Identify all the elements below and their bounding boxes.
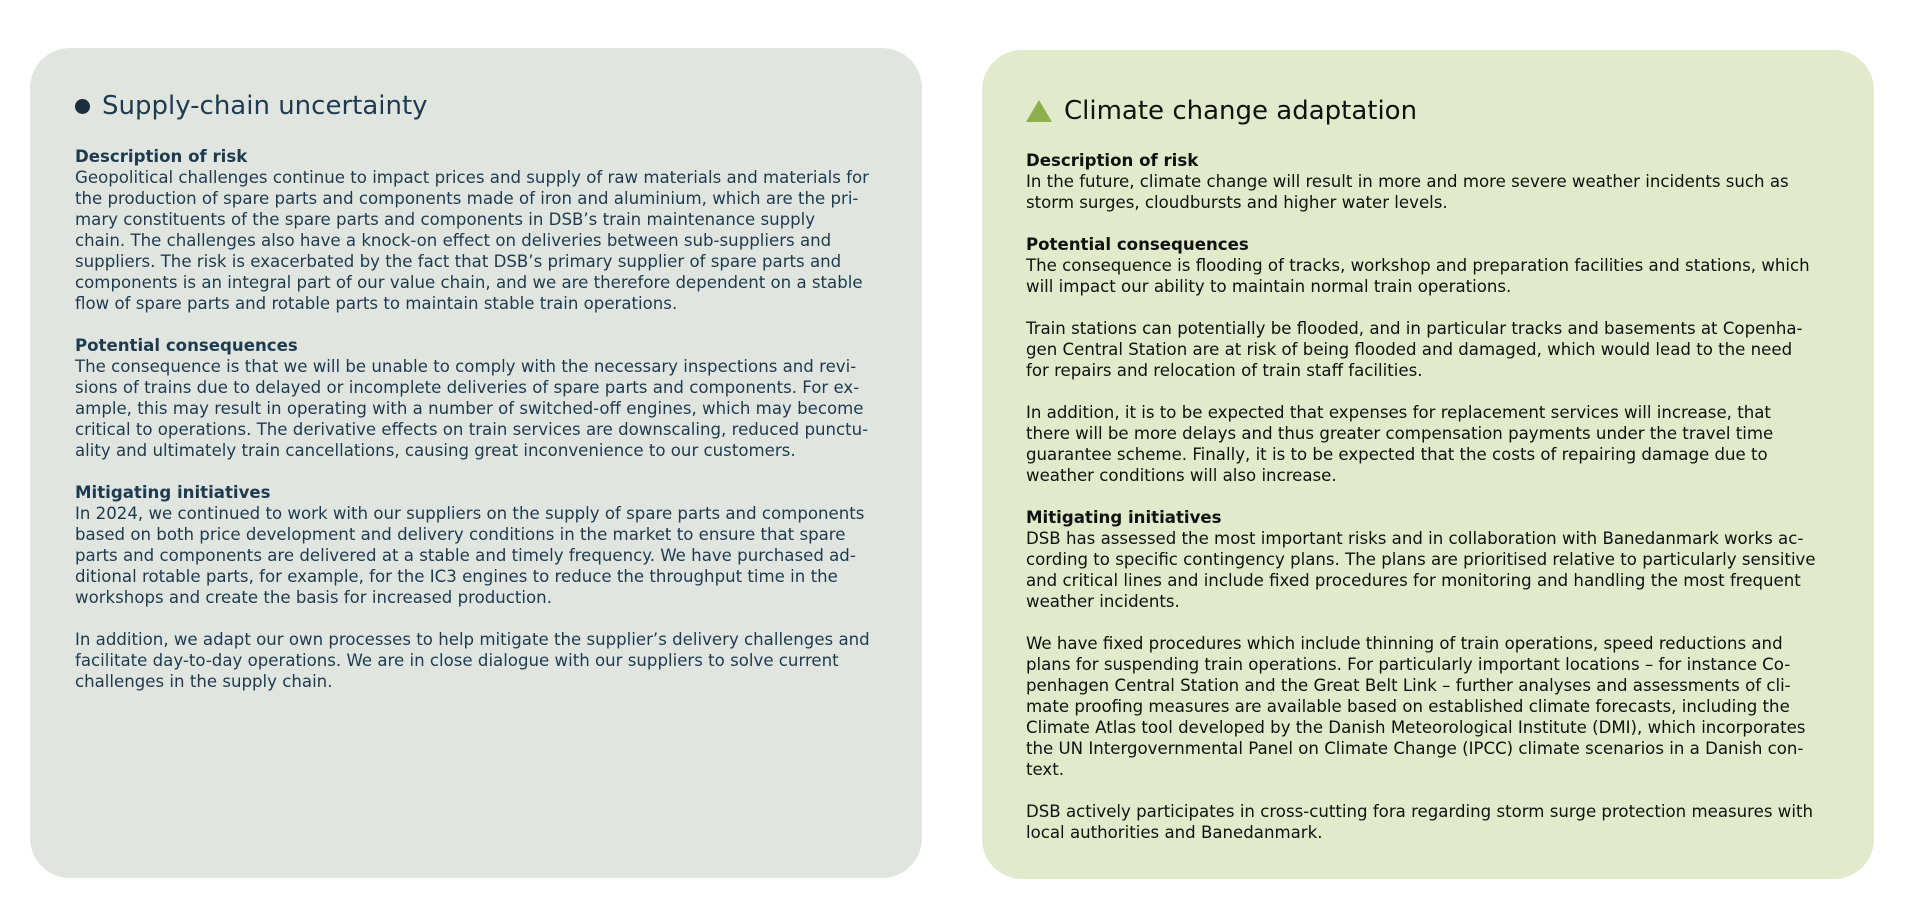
text-line: DSB actively participates in cross-cutting fora regarding storm surge protection measures with (1026, 802, 1813, 821)
text-line: will impact our ability to maintain normal train operations. (1026, 277, 1512, 296)
mitigating-heading: Mitigating initiatives (1026, 508, 1222, 527)
text-line: chain. The challenges also have a knock-on effect on deliveries between sub-suppliers and (75, 231, 832, 250)
consequences-text-2 (1026, 318, 1830, 381)
description-text (75, 167, 878, 314)
text-line: challenges in the supply chain. (75, 672, 333, 691)
consequences-heading: Potential consequences (1026, 235, 1249, 254)
text-line: sions of trains due to delayed or incomplete deliveries of spare parts and components. For ex- (75, 378, 860, 397)
mitigating-text-2 (75, 629, 878, 692)
consequences-heading: Potential consequences (75, 336, 298, 355)
mitigating-text-1 (1026, 528, 1830, 612)
description-heading: Description of risk (75, 147, 248, 166)
card-title: Supply-chain uncertainty (102, 91, 428, 121)
text-line: weather conditions will also increase. (1026, 466, 1337, 485)
text-line: critical to operations. The derivative effects on train services are downscaling, reduced punctu- (75, 420, 869, 439)
text-line: storm surges, cloudbursts and higher water levels. (1026, 193, 1448, 212)
text-line: facilitate day-to-day operations. We are in close dialogue with our suppliers to solve current (75, 651, 839, 670)
text-line: Geopolitical challenges continue to impact prices and supply of raw materials and materials for (75, 168, 869, 187)
text-line: components is an integral part of our value chain, and we are therefore dependent on a stable (75, 273, 863, 292)
text-line: local authorities and Banedanmark. (1026, 823, 1323, 842)
mitigating-text-2 (1026, 633, 1830, 780)
text-line: penhagen Central Station and the Great Belt Link – further analyses and assessments of cli- (1026, 676, 1791, 695)
text-line: there will be more delays and thus greater compensation payments under the travel time (1026, 424, 1774, 443)
mitigating-text-1 (75, 503, 878, 608)
text-line: ditional rotable parts, for example, for the IC3 engines to reduce the throughput time in the (75, 567, 838, 586)
consequences-text (75, 356, 878, 461)
text-line: the production of spare parts and components made of iron and aluminium, which are the pri- (75, 189, 859, 208)
text-line: In 2024, we continued to work with our suppliers on the supply of spare parts and components (75, 504, 865, 523)
text-line: for repairs and relocation of train staff facilities. (1026, 361, 1423, 380)
mitigating-heading: Mitigating initiatives (75, 483, 271, 502)
text-line: Train stations can potentially be flooded, and in particular tracks and basements at Copenha- (1026, 319, 1803, 338)
consequences-text-1 (1026, 255, 1830, 297)
description-text (1026, 171, 1830, 213)
text-line: workshops and create the basis for increased production. (75, 588, 552, 607)
text-line: plans for suspending train operations. For particularly important locations – for instance Co- (1026, 655, 1791, 674)
text-line: ample, this may result in operating with a number of switched-off engines, which may become (75, 399, 864, 418)
text-line: the UN Intergovernmental Panel on Climate Change (IPCC) climate scenarios in a Danish con- (1026, 739, 1804, 758)
text-line: Climate Atlas tool developed by the Danish Meteorological Institute (DMI), which incorporates (1026, 718, 1806, 737)
text-line: The consequence is flooding of tracks, workshop and preparation facilities and stations, which (1026, 256, 1810, 275)
consequences-text-3 (1026, 402, 1830, 486)
text-line: parts and components are delivered at a stable and timely frequency. We have purchased ad- (75, 546, 856, 565)
climate-adaptation-card (982, 50, 1874, 879)
text-line: The consequence is that we will be unable to comply with the necessary inspections and revi- (75, 357, 857, 376)
text-line: text. (1026, 760, 1065, 779)
text-line: In the future, climate change will result in more and more severe weather incidents such as (1026, 172, 1789, 191)
text-line: mate proofing measures are available based on established climate forecasts, including the (1026, 697, 1790, 716)
mitigating-text-3 (1026, 801, 1830, 843)
supply-chain-card (30, 48, 922, 878)
text-line: DSB has assessed the most important risks and in collaboration with Banedanmark works ac- (1026, 529, 1804, 548)
card-title: Climate change adaptation (1064, 96, 1418, 126)
text-line: gen Central Station are at risk of being flooded and damaged, which would lead to the need (1026, 340, 1793, 359)
text-line: suppliers. The risk is exacerbated by the fact that DSB’s primary supplier of spare parts and (75, 252, 842, 271)
description-heading: Description of risk (1026, 151, 1199, 170)
text-line: ality and ultimately train cancellations, causing great inconvenience to our customers. (75, 441, 796, 460)
card-header (75, 90, 878, 122)
text-line: guarantee scheme. Finally, it is to be expected that the costs of repairing damage due to (1026, 445, 1768, 464)
text-line: In addition, it is to be expected that expenses for replacement services will increase, that (1026, 403, 1771, 422)
circle-bullet-icon (75, 99, 90, 114)
triangle-bullet-icon (1026, 100, 1052, 122)
text-line: weather incidents. (1026, 592, 1180, 611)
text-line: and critical lines and include fixed procedures for monitoring and handling the most frequent (1026, 571, 1801, 590)
text-line: cording to specific contingency plans. The plans are prioritised relative to particularly sensitive (1026, 550, 1816, 569)
text-line: In addition, we adapt our own processes to help mitigate the supplier’s delivery challenges and (75, 630, 870, 649)
text-line: We have fixed procedures which include thinning of train operations, speed reductions and (1026, 634, 1783, 653)
card-header (1026, 95, 1830, 127)
text-line: based on both price development and delivery conditions in the market to ensure that spare (75, 525, 846, 544)
text-line: flow of spare parts and rotable parts to maintain stable train operations. (75, 294, 678, 313)
text-line: mary constituents of the spare parts and components in DSB’s train maintenance supply (75, 210, 816, 229)
